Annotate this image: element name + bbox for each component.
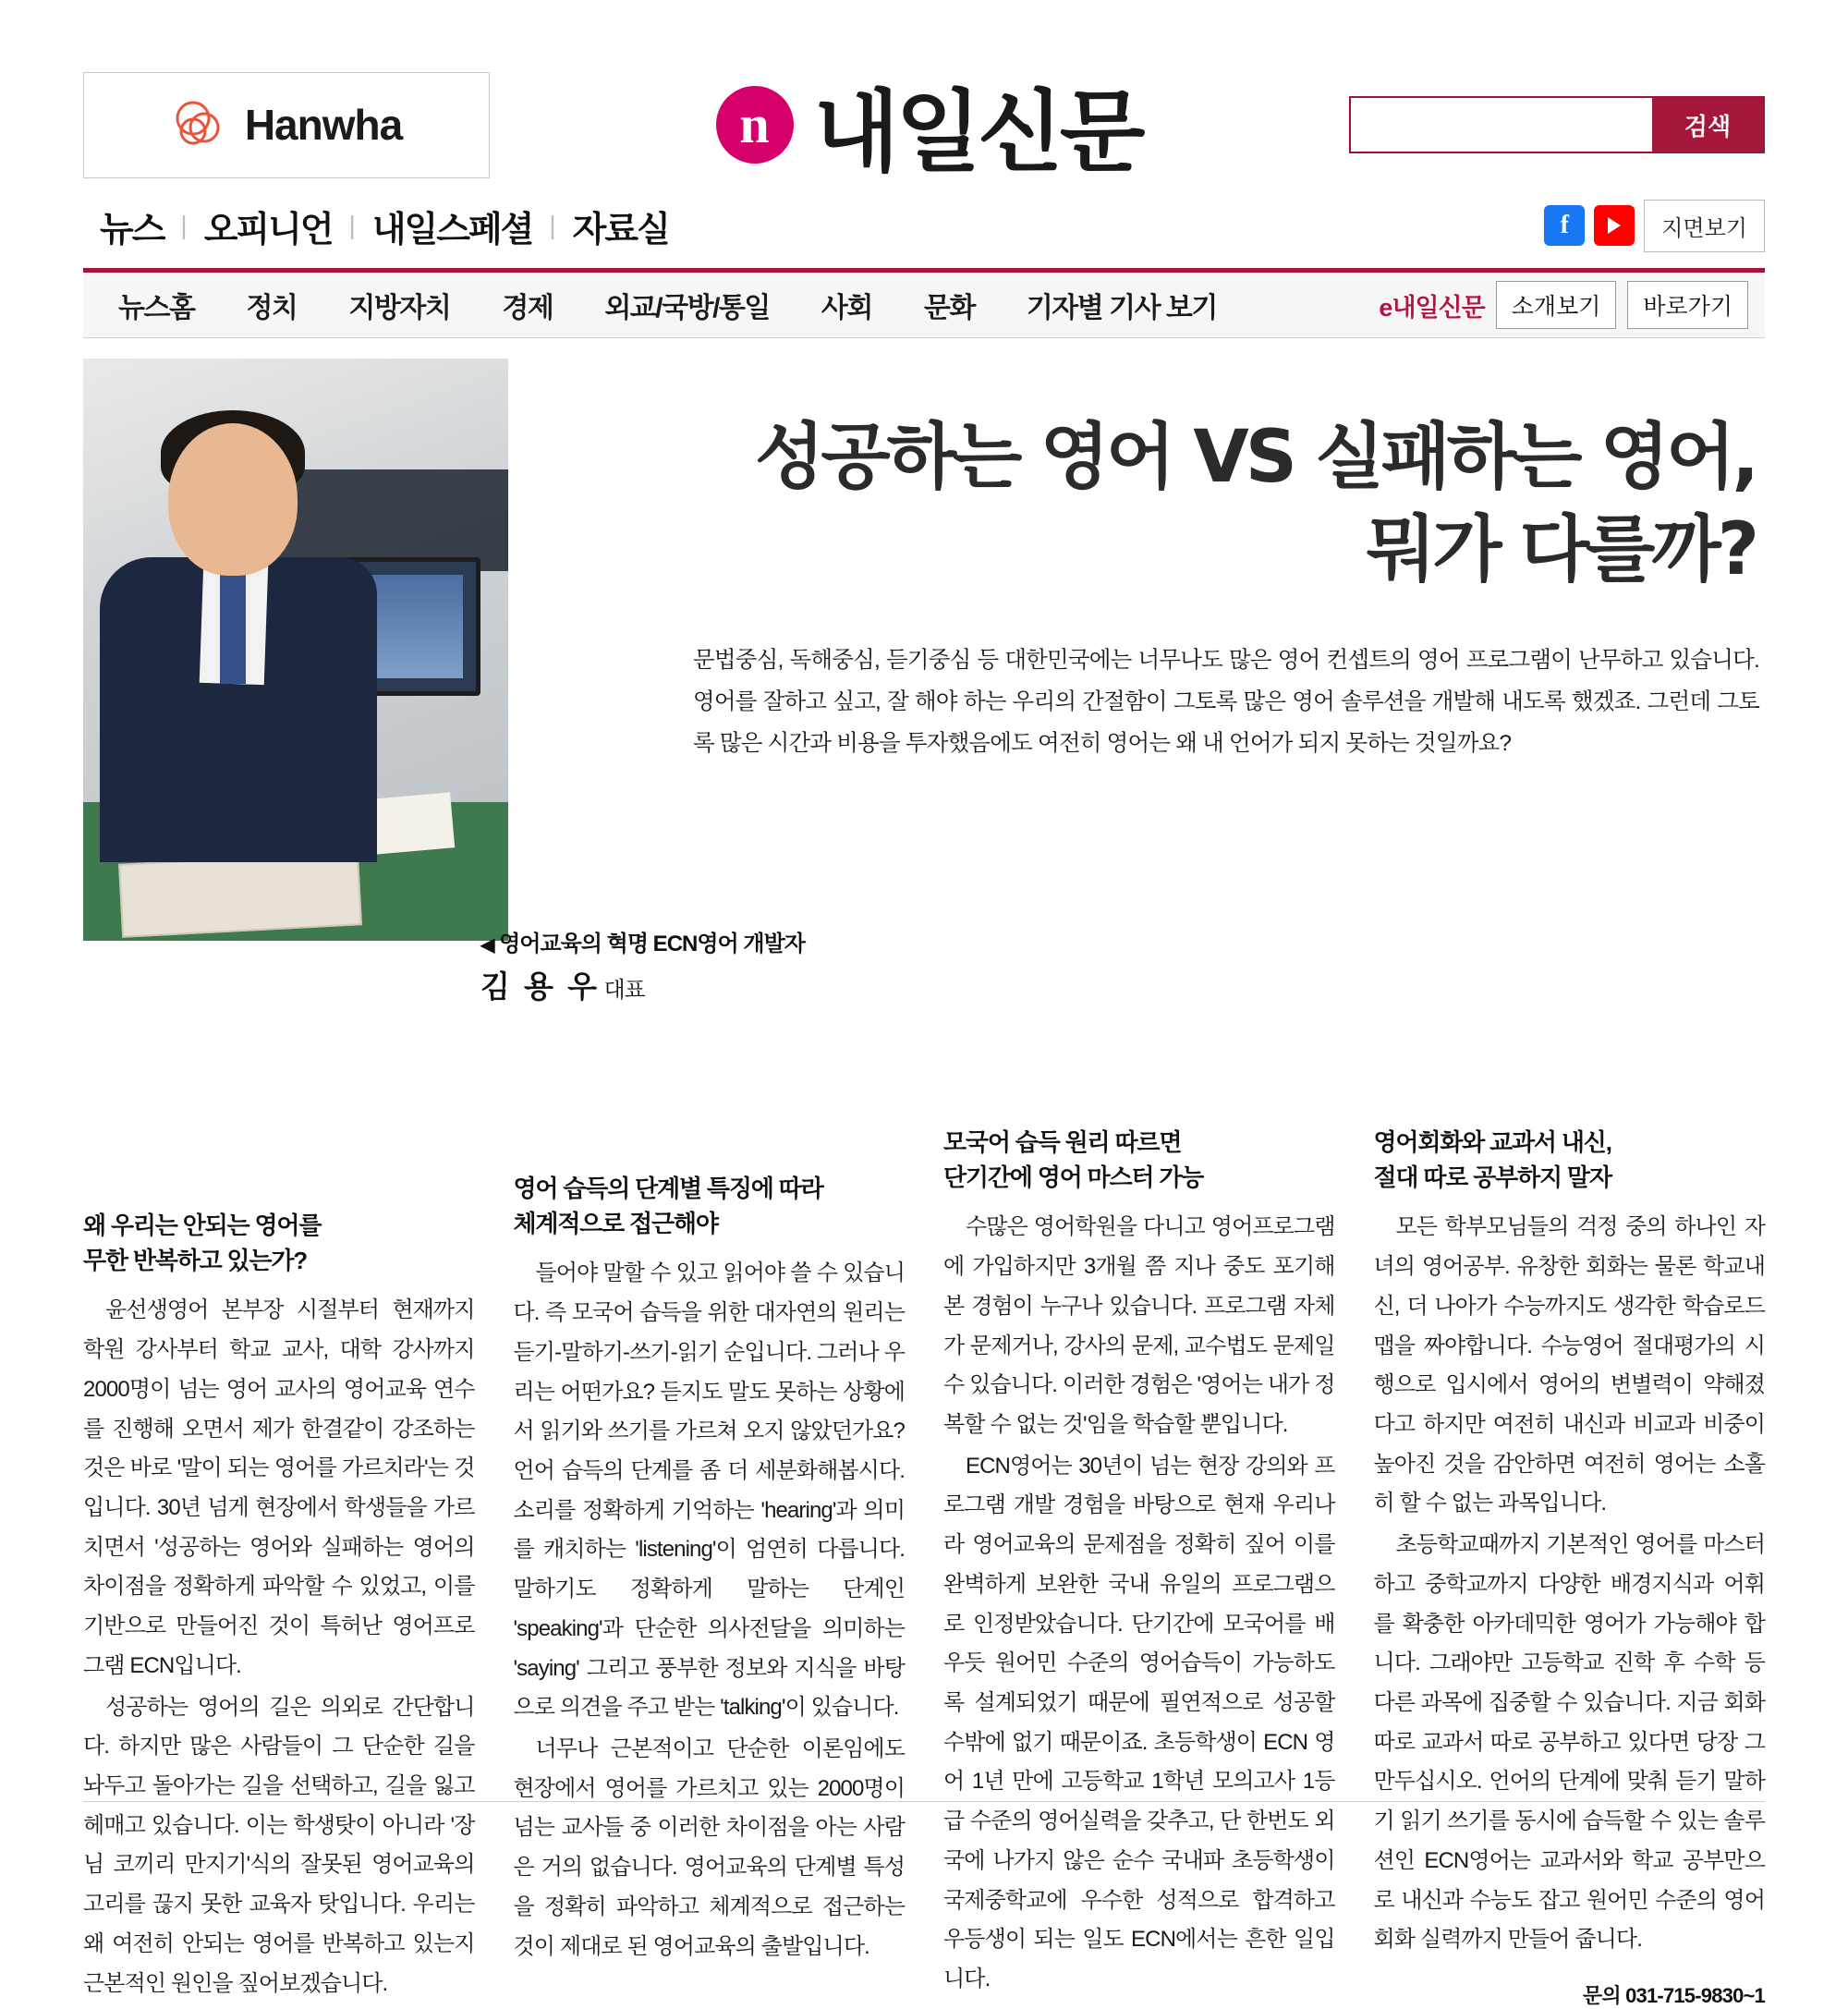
cat-news-home[interactable]: 뉴스홈 — [118, 293, 195, 323]
cat-culture[interactable]: 문화 — [923, 293, 975, 323]
youtube-icon[interactable] — [1594, 205, 1635, 246]
sponsor-name: Hanwha — [244, 101, 403, 149]
nav-item-opinion[interactable]: 오피니언 — [203, 210, 333, 250]
column-1-heading-line-2: 무한 반복하고 있는가? — [83, 1246, 307, 1274]
nav-separator: | — [180, 211, 188, 239]
headline-line-2: 뭐가 다를까? — [1366, 507, 1756, 591]
photo-caption — [480, 930, 1848, 1893]
nav-item-archive[interactable]: 자료실 — [572, 210, 669, 250]
category-nav — [83, 268, 1765, 338]
column-4-paragraph-2: 초등학교때까지 기본적인 영어를 마스터하고 중학교까지 다양한 배경지식과 어휘를 확충한 아카데믹한 영어가 가능해야 합니다. 그래야만 고등학교 진학 후 수학 등 다른 과목에 집중할 수 있습니다. 지금 회화 따로 교과서 따로 공부하고 있다면 당장 그만두십시오. 언어의 단계에 맞춰 듣기 말하기 읽기 쓰기를 동시에 습득할 수 있는 솔루션인 ECN영어는 교과서와 학교 공부만으로 내신과 수능도 잡고 원어민 수준의 영어회화 실력까지 만들어 줍니다. — [1373, 1532, 1765, 1953]
headline-line-1: 성공하는 영어 VS 실패하는 영어, — [755, 416, 1756, 499]
cat-local[interactable]: 지방자치 — [348, 293, 451, 323]
column-4-heading-line-1: 영어회화와 교과서 내신, — [1373, 1128, 1611, 1156]
caption-person-name: 김 용 우 — [480, 969, 600, 1004]
caption-person-role: 대표 — [603, 978, 645, 1004]
nav-separator: | — [549, 211, 556, 239]
page-header — [0, 0, 1848, 184]
cat-diplomacy[interactable]: 외교/국방/통일 — [604, 293, 770, 323]
nav-item-special[interactable]: 내일스페셜 — [371, 210, 533, 250]
column-2-heading-line-1: 영어 습득의 단계별 특징에 따라 — [513, 1175, 823, 1202]
caption-arrow-icon: ◀ — [480, 935, 494, 956]
paper-view-button[interactable]: 지면보기 — [1644, 200, 1765, 252]
nav-item-news[interactable]: 뉴스 — [100, 210, 164, 250]
article-lead: 문법중심, 독해중심, 듣기중심 등 대한민국에는 너무나도 많은 영어 컨셉트의 영어 프로그램이 난무하고 있습니다. 영어를 잘하고 싶고, 잘 해야 하는 우리의 간절함이 그토록 많은 영어 솔루션을 개발해 내도록 했겠죠. 그런데 그토록 많은 시간과 비용을 투자했음에도 여전히 영어는 왜 내 언어가 되지 못하는 것일까요? — [693, 647, 1759, 757]
search-box[interactable] — [1349, 96, 1765, 153]
column-1-paragraph-1: 윤선생영어 본부장 시절부터 현재까지 학원 강사부터 학교 교사, 대학 강사까지 2000명이 넘는 영어 교사의 영어교육 연수를 진행해 오면서 제가 한결같이 강조하는 것은 바로 '말이 되는 영어를 가르치라'는 것입니다. 30년 넘게 현장에서 학생들을 가르치면서 '성공하는 영어와 실패하는 영어의 차이점을 정확하게 파악할 수 있었고, 이를 기반으로 만들어진 것이 특허난 영어프로그램 ECN입니다. — [83, 1297, 475, 1678]
masthead-title: 내일신문 — [813, 79, 1142, 184]
column-1-heading-line-1: 왜 우리는 안되는 영어를 — [83, 1211, 322, 1239]
page-title — [536, 359, 1765, 597]
enews-brand: e내일신문 — [1379, 293, 1485, 322]
contact-info: 문의 031-715-9830~1 — [1582, 1984, 1765, 2008]
column-2-paragraph-2: 너무나 근본적이고 단순한 이론임에도 현장에서 영어를 가르치고 있는 2000명이 넘는 교사들 중 이러한 차이점을 아는 사람은 거의 없습니다. 영어교육의 단계별 특성을 정확히 파악하고 체계적으로 접근하는 것이 제대로 된 영어교육의 출발입니다. — [513, 1736, 905, 1959]
column-3-heading-line-1: 모국어 습득 원리 따르면 — [943, 1128, 1182, 1156]
column-2-heading-line-2: 체계적으로 접근해야 — [513, 1209, 718, 1237]
masthead[interactable] — [508, 62, 1349, 189]
column-3-heading-line-2: 단기간에 영어 마스터 가능 — [943, 1163, 1204, 1191]
search-button[interactable]: 검색 — [1652, 98, 1763, 152]
cat-society[interactable]: 사회 — [821, 293, 872, 323]
column-2-paragraph-1: 들어야 말할 수 있고 읽어야 쓸 수 있습니다. 즉 모국어 습득을 위한 대자연의 원리는 듣기-말하기-쓰기-읽기 순입니다. 그러나 우리는 어떤가요? 듣지도 말도 못하는 상황에서 읽기와 쓰기를 가르쳐 오지 않았던가요? 언어 습득의 단계를 좀 더 세분화해봅시다. 소리를 정확하게 기억하는 'hearing'과 의미를 캐치하는 'listening'이 엄연히 다릅니다. 말하기도 정확하게 말하는 단계인 'speaking'과 단순한 의사전달을 의미하는 'saying' 그리고 풍부한 정보와 지식을 바탕으로 의견을 주고 받는 'talking'이 있습니다. — [513, 1260, 905, 1721]
cat-politics[interactable]: 정치 — [246, 293, 298, 323]
facebook-icon[interactable]: f — [1544, 205, 1585, 246]
nav-separator: | — [348, 211, 356, 239]
primary-nav — [0, 176, 1848, 259]
cat-by-reporter[interactable]: 기자별 기사 보기 — [1026, 293, 1217, 323]
column-3-paragraph-2: ECN영어는 30년이 넘는 현장 강의와 프로그램 개발 경험을 바탕으로 현재 우리나라 영어교육의 문제점을 정확히 짚어 이를 완벽하게 보완한 국내 유일의 프로그램으로 인정받았습니다. 단기간에 모국어를 배우듯 원어민 수준의 영어습득이 가능하도록 설계되었기 때문에 필연적으로 성공할 수밖에 없기 때문이죠. 초등학생이 ECN 영어 1년 만에 고등학교 1학년 모의고사 1등급 수준의 영어실력을 갖추고, 단 한번도 외국에 나가지 않은 순수 국내파 초등학생이 국제중학교에 우수한 성적으로 합격하고 우등생이 되는 일도 ECN에서는 흔한 일입니다. — [943, 1453, 1335, 1992]
hanwha-flower-icon — [171, 96, 228, 153]
sponsor-logo[interactable] — [83, 72, 490, 178]
caption-text: 영어교육의 혁명 ECN영어 개발자 — [499, 931, 805, 956]
shortcut-button[interactable]: 바로가기 — [1627, 281, 1748, 329]
intro-button[interactable]: 소개보기 — [1496, 281, 1617, 329]
column-4-heading-line-2: 절대 따로 공부하지 말자 — [1373, 1163, 1611, 1191]
article-hero — [83, 359, 1765, 1004]
article-photo — [83, 359, 508, 941]
article-column-1 — [83, 978, 475, 2009]
headline-zone — [508, 359, 1765, 941]
masthead-logo-icon: n — [716, 86, 794, 164]
article — [0, 338, 1848, 2009]
column-4-paragraph-1: 모든 학부모님들의 걱정 중의 하나인 자녀의 영어공부. 유창한 회화는 물론 학교내신, 더 나아가 수능까지도 생각한 학습로드맵을 짜야합니다. 수능영어 절대평가의 시행으로 입시에서 영어의 변별력이 약해졌다고 하지만 여전히 내신과 비교과 비중이 높아진 것을 감안하면 여전히 영어는 소홀히 할 수 없는 과목입니다. — [1373, 1214, 1765, 1516]
column-1-paragraph-2: 성공하는 영어의 길은 의외로 간단합니다. 하지만 많은 사람들이 그 단순한 길을 놔두고 돌아가는 길을 선택하고, 길을 잃고 헤매고 있습니다. 이는 학생탓이 아니라 '장님 코끼리 만지기'식의 잘못된 영어교육의 고리를 끊지 못한 교육자 탓입니다. 우리는 왜 여전히 안되는 영어를 반복하고 있는지 근본적인 원인을 짚어보겠습니다. — [83, 1694, 475, 1996]
search-input[interactable] — [1351, 98, 1652, 152]
column-3-paragraph-1: 수많은 영어학원을 다니고 영어프로그램에 가입하지만 3개월 쯤 지나 중도 포기해 본 경험이 누구나 있습니다. 프로그램 자체가 문제거나, 강사의 문제, 교수법도 문제일 수 있습니다. 이러한 경험은 '영어는 내가 정복할 수 없는 것'임을 학습할 뿐입니다. — [943, 1214, 1335, 1437]
cat-economy[interactable]: 경제 — [502, 293, 553, 323]
column-1-heading — [83, 1209, 475, 1278]
